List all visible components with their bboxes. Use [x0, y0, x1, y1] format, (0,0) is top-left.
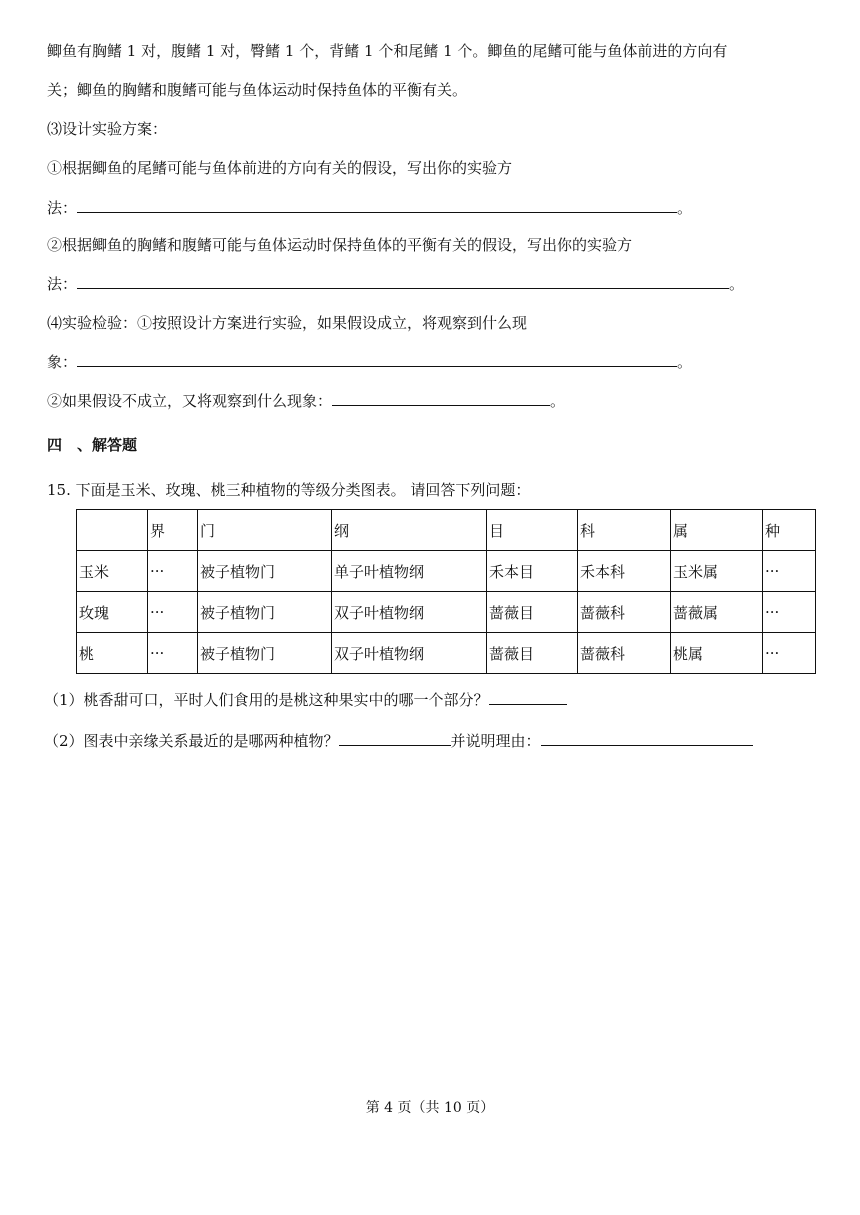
verify-question-2: ②如果假设不成立，又将观察到什么现象：	[47, 392, 333, 410]
table-header-cell: 种	[763, 510, 816, 551]
answer-blank-2[interactable]	[77, 274, 729, 289]
verify-answer-row	[47, 352, 692, 372]
period: 。	[729, 275, 745, 293]
table-cell: 被子植物门	[198, 551, 332, 592]
table-cell: 蔷薇目	[487, 592, 578, 633]
table-header-cell: 门	[198, 510, 332, 551]
table-header-cell: 界	[148, 510, 198, 551]
question-15-stem: 15. 下面是玉米、玫瑰、桃三种植物的等级分类图表。 请回答下列问题：	[47, 481, 531, 499]
table-row	[77, 551, 816, 592]
table-cell: ···	[763, 592, 816, 633]
table-cell: 玉米	[77, 551, 148, 592]
classification-table	[76, 509, 816, 674]
period: 。	[677, 199, 693, 217]
design-answer-1-prefix: 法：	[47, 199, 78, 217]
table-cell: ···	[148, 551, 198, 592]
table-cell: 桃属	[671, 633, 763, 674]
sub-question-2-reason-label: 并说明理由：	[450, 732, 541, 750]
table-cell: ···	[763, 551, 816, 592]
period: 。	[677, 353, 693, 371]
verify-answer-prefix: 象：	[47, 353, 78, 371]
answer-blank-1[interactable]	[77, 198, 677, 213]
verify-line-2	[47, 391, 565, 411]
design-question-2: ②根据鲫鱼的胸鳍和腹鳍可能与鱼体运动时保持鱼体的平衡有关的假设，写出你的实验方	[47, 236, 633, 254]
design-question-1: ①根据鲫鱼的尾鳍可能与鱼体前进的方向有关的假设，写出你的实验方	[47, 159, 513, 177]
answer-blank-5[interactable]	[489, 690, 567, 705]
sub-question-1-text: （1）桃香甜可口，平时人们食用的是桃这种果实中的哪一个部分？	[44, 691, 489, 709]
answer-blank-4[interactable]	[332, 391, 550, 406]
design-heading: ⑶设计实验方案：	[47, 120, 168, 138]
table-cell: 被子植物门	[198, 633, 332, 674]
design-answer-2-prefix: 法：	[47, 275, 78, 293]
sub-question-2	[44, 731, 753, 751]
sub-question-2-text: （2）图表中亲缘关系最近的是哪两种植物？	[44, 732, 339, 750]
table-cell: 被子植物门	[198, 592, 332, 633]
table-cell: 双子叶植物纲	[332, 592, 487, 633]
table-cell: 单子叶植物纲	[332, 551, 487, 592]
table-cell: 玉米属	[671, 551, 763, 592]
hypothesis-line-1: 鲫鱼有胸鳍 1 对，腹鳍 1 对，臀鳍 1 个，背鳍 1 个和尾鳍 1 个。鲫鱼的尾鳍可能与鱼体前进的方向有	[47, 42, 728, 60]
table-cell: 禾本目	[487, 551, 578, 592]
sub-question-1	[44, 690, 567, 710]
table-header-cell: 纲	[332, 510, 487, 551]
table-cell: ···	[148, 633, 198, 674]
table-row	[77, 592, 816, 633]
design-answer-1-row	[47, 198, 692, 218]
answer-blank-3[interactable]	[77, 352, 677, 367]
table-cell: 蔷薇目	[487, 633, 578, 674]
table-header-cell: 科	[578, 510, 671, 551]
table-cell: 蔷薇科	[578, 592, 671, 633]
table-cell: 桃	[77, 633, 148, 674]
design-answer-2-row	[47, 274, 744, 294]
table-cell: 蔷薇属	[671, 592, 763, 633]
table-cell: 双子叶植物纲	[332, 633, 487, 674]
verify-line-1: ⑷实验检验：①按照设计方案进行实验，如果假设成立，将观察到什么现	[47, 314, 528, 332]
hypothesis-line-2: 关；鲫鱼的胸鳍和腹鳍可能与鱼体运动时保持鱼体的平衡有关。	[47, 81, 468, 99]
table-header-cell: 目	[487, 510, 578, 551]
answer-blank-7[interactable]	[541, 731, 753, 746]
table-cell: ···	[148, 592, 198, 633]
table-header-row	[77, 510, 816, 551]
table-cell: 蔷薇科	[578, 633, 671, 674]
section-title: 四 、解答题	[47, 436, 138, 454]
period: 。	[550, 392, 566, 410]
table-header-cell	[77, 510, 148, 551]
page-footer: 第 4 页（共 10 页）	[365, 1100, 495, 1116]
table-cell: 禾本科	[578, 551, 671, 592]
table-cell: ···	[763, 633, 816, 674]
table-cell: 玫瑰	[77, 592, 148, 633]
table-header-cell: 属	[671, 510, 763, 551]
answer-blank-6[interactable]	[339, 731, 451, 746]
table-row	[77, 633, 816, 674]
